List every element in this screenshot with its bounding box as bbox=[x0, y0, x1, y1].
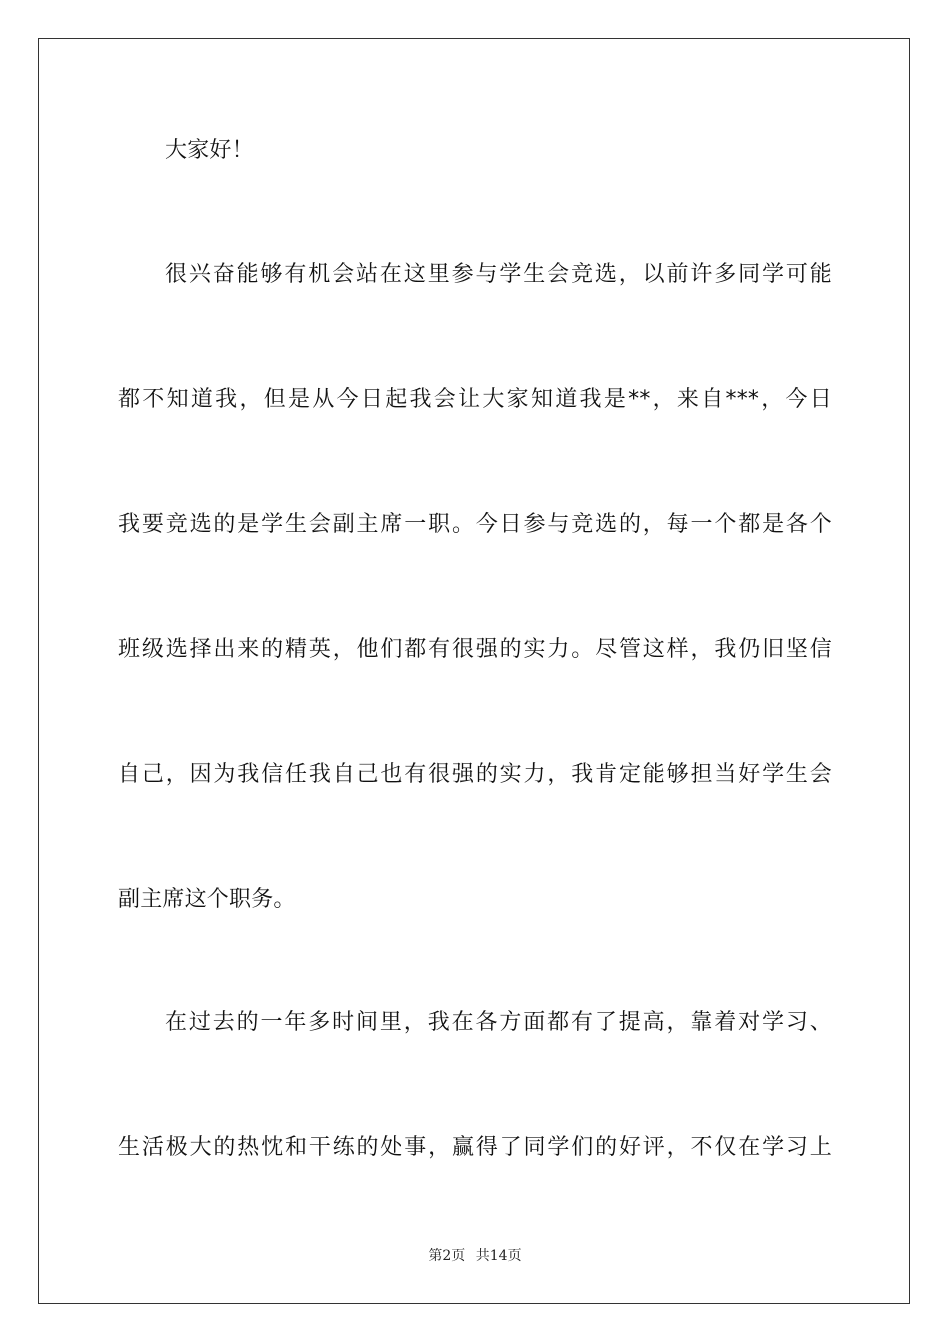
text-line: 都不知道我，但是从今日起我会让大家知道我是**，来自***，今日 bbox=[118, 387, 832, 412]
text-line: 很兴奋能够有机会站在这里参与学生会竞选，以前许多同学可能 bbox=[165, 262, 832, 287]
text-line: 生活极大的热忱和干练的处事，赢得了同学们的好评，不仅在学习上 bbox=[118, 1135, 832, 1160]
text-line: 班级选择出来的精英，他们都有很强的实力。尽管这样，我仍旧坚信 bbox=[118, 637, 832, 662]
text-line: 我要竞选的是学生会副主席一职。今日参与竞选的，每一个都是各个 bbox=[118, 512, 832, 537]
page-total: 共14页 bbox=[475, 1248, 522, 1264]
page-number: 第2页 bbox=[428, 1248, 466, 1264]
text-line: 副主席这个职务。 bbox=[118, 887, 296, 912]
text-line: 在过去的一年多时间里，我在各方面都有了提高，靠着对学习、 bbox=[165, 1010, 832, 1035]
page-footer bbox=[0, 1245, 950, 1265]
text-line: 自己，因为我信任我自己也有很强的实力，我肯定能够担当好学生会 bbox=[118, 762, 832, 787]
page-border bbox=[38, 38, 910, 1304]
text-line-greeting: 大家好！ bbox=[165, 138, 254, 163]
